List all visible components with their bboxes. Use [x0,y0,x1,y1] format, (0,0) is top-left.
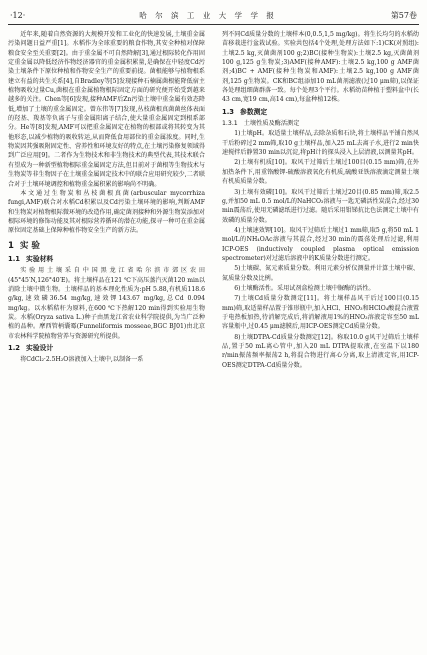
section-heading-experiment [8,242,205,251]
method-item-enzyme: 6)土壤酶活性。采用试剂盒检测土壤中脲酶的活性。 [234,284,375,292]
section-title: 实 验 [19,240,40,251]
method-item-available-phosphorus: 3)土壤有效磷[10]。取风干过筛后土壤过20目(0.85 mm)筛,取2.5 g,并加50 mL 0.5 mol/L的NaHCO₃溶液与一匙无磷活性炭混合,经过30 min震荡后,使用无磷滤纸进行过滤。随后采用钼锑抗比色法测定土壤中有效磷的质量分数。 [222,188,419,224]
subsection-heading-materials [8,255,205,264]
method-item-ph: 1)土壤pH。取适量土壤样品,去除杂质和石块,将土壤样品平铺自然风干后粉碎过2 mm筛,取10 g土壤样品,加入25 mL去离子水,进行2 min快速搅拌后静置30 min以沉淀,将pH计的探头浸入上层清液,以测量其pH。 [222,130,419,157]
subsection-number: 1.1 [8,254,21,263]
subsection-title: 实验设计 [26,344,54,352]
journal-title: 哈 尔 滨 工 业 大 学 学 报 [139,10,277,20]
method-item-organic-matter: 2)土壤有机质[10]。取风干过筛后土壤过100目(0.15 mm)筛,在外加热条件下,用重铬酸钾-硫酸溶液氧化有机质,硫酸亚铁溶液滴定测量土壤有机质质量分数。 [222,159,419,186]
subsection-title: 参数测定 [240,107,268,116]
materials-paragraph: 实验用土壤采自中国黑龙江省哈尔滨市郊区农田(45°45′N,126°40′E)。将土壤样品在121 ℃下高压蒸汽灭菌120 min以消除土壤中微生物。土壤样品的基本理化性质为:pH 5.88,有机质118.6 g/kg,速效磷36.54 mg/kg,速效钾143.67 mg/kg,总Cd 0.094 mg/kg。以水稻秸秆为原料,在600 ℃下热解120 min得到实验用生物炭。水稻(Oryza sativa L.)种子由黑龙江省农业科学院提供,为当广泛种植的品种。摩西管柄囊霉(Funneliformis mosseae,BGC BJ01)由北京市农林科学院植物营养与资源研究所提供。 [8,267,205,340]
subsubsection-title: 土壤性质及酶活测定 [243,120,300,128]
page-number: ·12· [10,10,26,20]
design-paragraph-start: 将CdCl₂·2.5H₂O溶液加入土壤中,以制备一系 [20,356,144,364]
subsection-number: 1.3 [222,107,235,116]
volume-label: 第57卷 [390,10,417,20]
method-item-available-potassium: 4)土壤速效钾[10]。取风干过筛后土壤过1 mm筛,取5 g,将50 mL 1 mol/L的NH₄OAc溶液与其混合,经过30 min的震荡处理后过滤,利用ICP-OES (inductively coupled plasma optical emission spectrometer)对过滤后溶液中的K质量分数进行测定。 [222,226,419,262]
design-paragraph-continued: 列不同Cd质量分数的土壤样本(0,0.5,1,5 mg/kg)。将生长均匀的水稻幼苗移栽进行盆栽试验。实验共包括4个处理,处理方法如下:1)CK(对照组):土壤2.5 kg,灭菌菌剂100 g;2)BC(接种生物炭):土壤2.5 kg,灭菌菌剂100 g,125 g生物炭;3)AMF(接种AMF):土壤2.5 kg,100 g AMF菌剂;4)BC + AMF(接种生物炭和AMF):土壤2.5 kg,100 g AMF菌剂,125 g生物炭。CK和BC组添加10 mL菌剂滤液(过10 μm筛),以保证各处理组细菌群落一致。每个处理3个平行。水稻幼苗种植于塑料盆中(长43 cm,宽19 cm,高14 cm),每盆种植12株。 [222,31,419,104]
running-header [10,8,417,22]
subsection-title: 实验材料 [26,254,54,263]
intro-paragraph-2: 本文通过生物炭和丛枝菌根真菌(arbuscular mycorrhiza fungi,AMF)联合对水稻Cd积累以及Cd污染土壤环境的影响,判断AMF和生物炭对植物根际微环境的改造作用,确定菌剂接种和外源生物炭添加对根际环境的修饰功能及其对根际营养循环的潜在功能,探寻一种可在重金属原位固定基础上保障种植作物安全生产的新方法。 [8,189,205,235]
left-column [8,30,205,365]
method-item-cd-content: 7)土壤Cd质量分数测定[11]。将土壤样品风干后过100目(0.15 mm)筛,取适量样品置于锥形瓶中,加入HCl、HNO₃和HClO₄酸混合液置于电热板加热,待消解完成后,将消解液用1%的HNO₃溶液定容至50 mL容量瓶中,过0.45 μm滤膜后,用ICP-OES测定Cd质量分数。 [222,295,419,331]
right-column [222,30,419,370]
subsection-number: 1.2 [8,344,21,352]
subsubsection-heading-soil [222,119,419,128]
section-number: 1 [8,240,14,251]
subsection-heading-design [8,344,205,353]
subsubsection-number: 1.3.1 [222,120,238,128]
header-rule [8,24,419,25]
method-item-carbon-nitrogen: 5)土壤碳、氮元素质量分数。利用元素分析仪测量并计算土壤中碳、氮质量分数及比例。 [222,265,419,282]
subsection-heading-measurement [222,108,419,117]
intro-paragraph-1: 近年来,随着自然资源的大规模开发和工业化的快速发展,土壤重金属污染问题日益严重[1]。水稻作为全球重要的粮食作物,其安全种植对保障粮食安全至关重要[2]。由于重金属不可自然降解[3],通过根际转化作用固定重金属以降低经济作物经济器官的重金属积累量,是确保在中轻度Cd污染土壤条件下原位种植和作物安全生产的重要前提。菌根能够与植物根系建立有益的共生关系[4],自Bradley等[5]发现接种石楠属菌根能降低宿主植物吸收过量Cu,菌根在重金属植物根际固定方面的研究便开始受到越来越多的关注。Chen等[6]发现,接种AMF后Zn污染土壤中重金属有效态降低,增加了土壤的重金属固定。曾东伟等[7]发现,丛枝菌根真菌菌丝体表面的羟基、羧基等负离子与重金属阳离子结合,使大量重金属固定到根系部分。He等[8]发现,AMF可以把重金属固定在植物的根部或将其转变为其他形态,以减少植物的吸收转运,从而降低食用部位的重金属浓度。同时,生物炭因其强吸附固定性、营养性和环境友好的特点,在土壤污染修复领域得到广泛应用[9]。二者作为生物技术和非生物技术的典型代表,其技术联合有望成为一种新型植物根际重金属固定方法,但目前对于菌根等生物技术与生物炭等非生物因子在土壤重金属固定技术中的联合应用研究较少,二者联合对于土壤环境调控和植物重金属积累的影响尚不明确。 [8,31,205,188]
method-item-dtpa-cd: 8)土壤DTPA-Cd质量分数测定[12]。称取10.0 g风干过筛后土壤样品,置于50 mL离心管中,加入20 mL DTPA提取液,在室温下以180 r/min振荡频率振荡2 h,将混合物进行离心分离,取上清液定容,用ICP-OES测定DTPA-Cd质量分数。 [222,333,419,369]
